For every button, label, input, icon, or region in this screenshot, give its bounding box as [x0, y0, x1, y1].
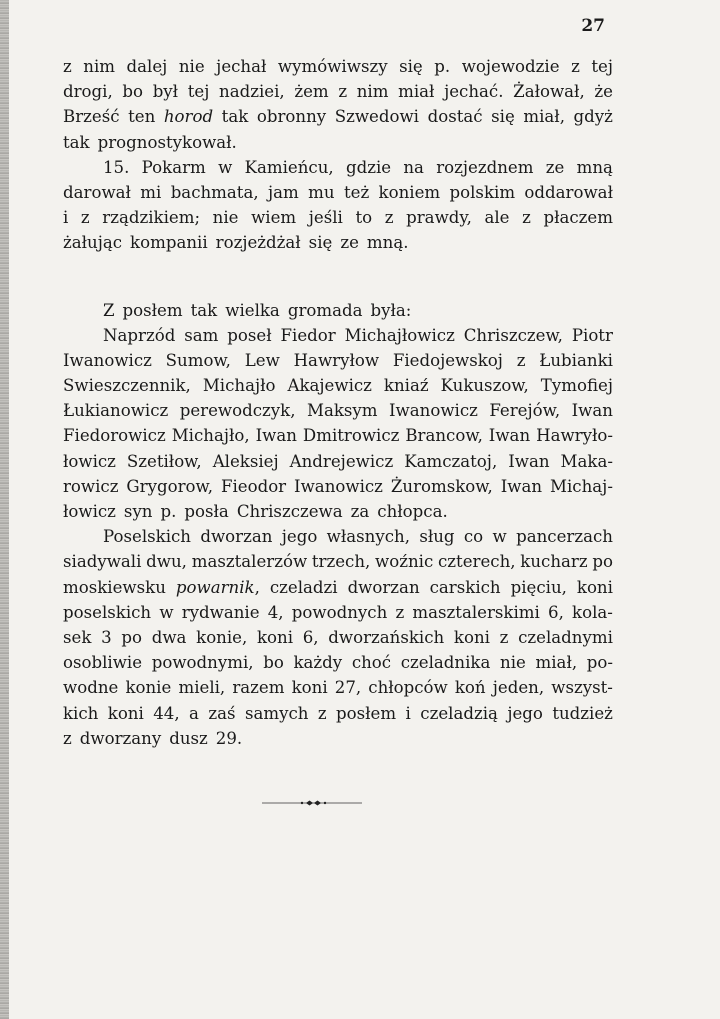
text-line: drogi, bo był tej nadziei, żem z nim miał jechać. Żałował, że	[63, 82, 613, 102]
section-gap	[63, 256, 613, 298]
text-line: moskiewsku powarnik, czeladzi dworzan carskich pięciu, koni	[63, 577, 613, 597]
text-line: osobliwie powodnymi, bo każdy choć czeladnika nie miał, po-	[63, 653, 613, 673]
text-line: Fiedorowicz Michajło, Iwan Dmitrowicz Brancow, Iwan Hawryło-	[63, 426, 613, 446]
text-line: Iwanowicz Sumow, Lew Hawryłow Fiedojewskoj z Łubianki	[63, 350, 613, 370]
text-line: sek 3 po dwa konie, koni 6, dworzańskich koni z czeladnymi	[63, 627, 613, 647]
text-line: Naprzód sam poseł Fiedor Michajłowicz Chriszczew, Piotr	[103, 325, 613, 345]
text-line: z nim dalej nie jechał wymówiwszy się p. wojewodzie z tej	[63, 57, 613, 76]
text-line: Swieszczennik, Michajło Akajewicz kniaź Kukuszow, Tymofiej	[63, 376, 613, 396]
text-line: poselskich w rydwanie 4, powodnych z masztalerskimi 6, kola-	[63, 602, 613, 622]
text-line: rowicz Grygorow, Fieodor Iwanowicz Żuromskow, Iwan Michaj-	[63, 476, 613, 496]
text-line: tak prognostykował.	[63, 132, 237, 152]
text-line: Z posłem tak wielka gromada była:	[103, 300, 412, 320]
end-ornament	[262, 800, 362, 806]
text-line: 15. Pokarm w Kamieńcu, gdzie na rozjezdnem ze mną	[103, 157, 613, 177]
text-line: Łukianowicz perewodczyk, Maksym Iwanowicz Ferejów, Iwan	[63, 401, 613, 421]
page-body	[63, 54, 613, 751]
paragraph-2	[63, 155, 613, 256]
text-line: kich koni 44, a zaś samych z posłem i czeladzią jego tudzież	[63, 703, 613, 723]
text-line: darował mi bachmata, jam mu też koniem polskim oddarował	[63, 182, 613, 202]
binding-edge	[0, 0, 9, 1019]
paragraph-1	[63, 54, 613, 155]
text-line: wodne konie mieli, razem koni 27, chłopców koń jeden, wszyst-	[63, 678, 613, 698]
text-line: Brześć ten horod tak obronny Szwedowi dostać się miał, gdyż	[63, 107, 613, 127]
text-line: łowicz Szetiłow, Aleksiej Andrejewicz Kamczatoj, Iwan Maka-	[63, 451, 613, 471]
text-line: żałując kompanii rozjeżdżał się ze mną.	[63, 233, 409, 253]
paragraph-3	[63, 298, 613, 323]
paragraph-4	[63, 323, 613, 525]
text-line: i z rządzikiem; nie wiem jeśli to z prawdy, ale z płaczem	[63, 208, 613, 228]
text-line: Poselskich dworzan jego własnych, sług co w pancerzach	[103, 527, 613, 547]
paragraph-5	[63, 524, 613, 751]
text-line: z dworzany dusz 29.	[63, 728, 243, 748]
text-line: siadywali dwu, masztalerzów trzech, woźnic czterech, kucharz po	[63, 552, 613, 572]
page-number: 27	[581, 16, 605, 36]
text-line: łowicz syn p. posła Chriszczewa za chłopca.	[63, 502, 448, 521]
